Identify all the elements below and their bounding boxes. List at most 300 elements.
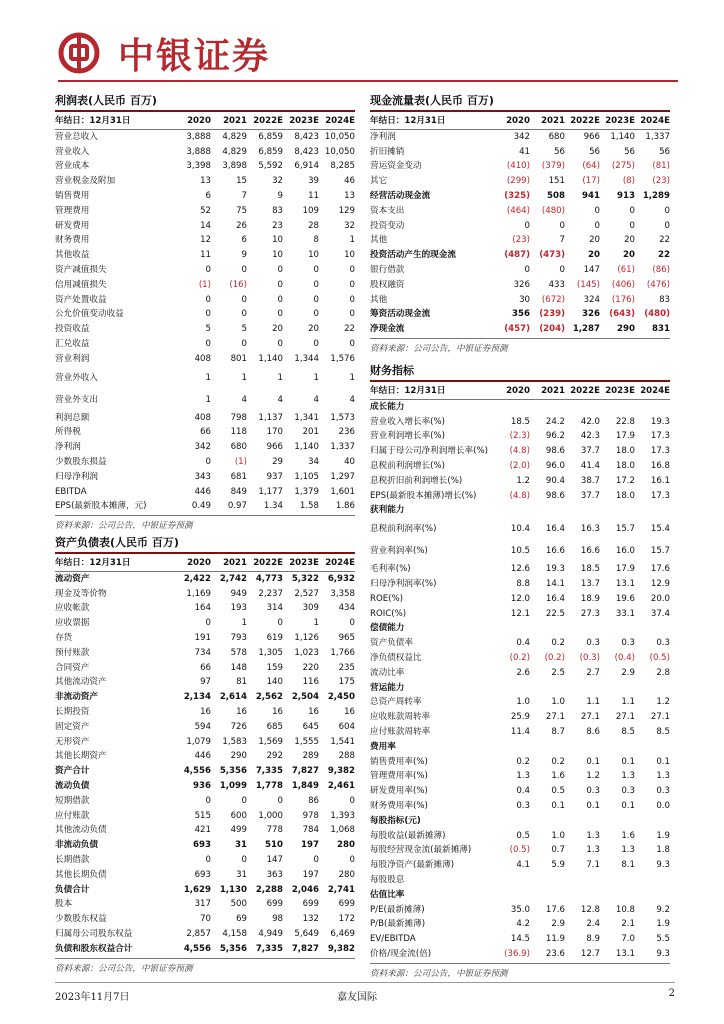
table-cell: 1,079 bbox=[186, 736, 211, 747]
table-cell: 15.4 bbox=[650, 524, 670, 535]
table-cell: 314 bbox=[266, 603, 283, 614]
row-label: 其他长期资产 bbox=[55, 751, 107, 762]
row-label: P/E(最新摊薄) bbox=[370, 904, 425, 915]
row-label: 每股净资产(最新摊薄) bbox=[370, 860, 455, 871]
table-cell: 12.6 bbox=[510, 564, 530, 575]
table-cell: 52 bbox=[200, 205, 211, 216]
table-cell: 1.2 bbox=[516, 475, 530, 486]
table-cell: 109 bbox=[302, 205, 319, 216]
table-cell: 1.0 bbox=[551, 697, 565, 708]
income-table bbox=[55, 114, 355, 514]
table-cell: 0 bbox=[205, 854, 211, 865]
table-row bbox=[55, 389, 355, 411]
table-cell: 0 bbox=[594, 205, 600, 216]
table-cell bbox=[530, 814, 565, 829]
table-row bbox=[55, 571, 355, 586]
table-cell bbox=[565, 873, 600, 888]
table-cell: 12.0 bbox=[510, 593, 530, 604]
table-cell: 1 bbox=[241, 372, 247, 383]
table-cell: 1,289 bbox=[642, 190, 670, 201]
table-cell: 2,741 bbox=[327, 884, 355, 895]
column-header: 2023E bbox=[600, 384, 635, 399]
table-cell: 27.3 bbox=[580, 608, 600, 619]
table-cell: 1,140 bbox=[610, 131, 635, 142]
table-cell: 1,341 bbox=[294, 412, 319, 423]
table-cell: 4 bbox=[241, 394, 247, 405]
table-cell: (2.0) bbox=[509, 460, 530, 471]
row-label: 长期借款 bbox=[55, 854, 90, 865]
table-cell: 9 bbox=[241, 250, 247, 261]
table-cell: 0 bbox=[559, 220, 565, 231]
table-cell: (487) bbox=[504, 250, 530, 261]
table-cell: (672) bbox=[541, 294, 565, 305]
table-cell: 4 bbox=[277, 394, 283, 405]
row-label: 营业利润 bbox=[55, 353, 90, 364]
table-cell: 96.0 bbox=[545, 460, 565, 471]
table-cell: 0 bbox=[349, 309, 355, 320]
table-cell: (81) bbox=[652, 161, 670, 172]
table-row bbox=[55, 587, 355, 602]
table-cell: 793 bbox=[230, 632, 247, 643]
row-label: 银行借款 bbox=[370, 264, 405, 275]
table-cell: 19.3 bbox=[545, 564, 565, 575]
table-cell: 18.0 bbox=[615, 446, 635, 457]
table-cell bbox=[565, 399, 600, 414]
row-label: 投资活动产生的现金流 bbox=[370, 250, 456, 261]
table-cell: 0.1 bbox=[586, 800, 600, 811]
table-cell: 56 bbox=[589, 146, 600, 157]
row-label: 研发费用率(%) bbox=[370, 786, 428, 797]
table-row bbox=[370, 577, 670, 592]
row-label: 管理费用率(%) bbox=[370, 771, 428, 782]
table-cell: 446 bbox=[194, 486, 211, 497]
cashflow-table bbox=[370, 114, 670, 337]
table-row bbox=[370, 174, 670, 189]
table-row bbox=[55, 440, 355, 455]
row-label: 经营活动现金流 bbox=[370, 190, 431, 201]
table-cell: 0.3 bbox=[516, 800, 530, 811]
table-row bbox=[370, 429, 670, 444]
income-statement-section bbox=[55, 92, 355, 531]
table-cell: 66 bbox=[200, 662, 211, 673]
table-row bbox=[370, 621, 670, 636]
row-label: 管理费用 bbox=[55, 205, 90, 216]
table-cell: 10 bbox=[272, 250, 283, 261]
column-header: 2020 bbox=[175, 556, 211, 571]
table-cell: 15 bbox=[236, 176, 247, 187]
table-cell: 1,393 bbox=[330, 810, 355, 821]
column-header: 2021 bbox=[211, 556, 247, 571]
table-row bbox=[55, 883, 355, 898]
column-header: 2023E bbox=[283, 114, 319, 129]
row-label: 长期投资 bbox=[55, 706, 90, 717]
table-cell: 0.4 bbox=[516, 786, 530, 797]
row-label: 每股经营现金流(最新摊薄) bbox=[370, 845, 472, 856]
table-cell: 978 bbox=[302, 810, 319, 821]
table-cell: 22 bbox=[658, 250, 670, 261]
table-row bbox=[55, 145, 355, 160]
table-cell: 20 bbox=[588, 250, 600, 261]
table-cell: 32 bbox=[344, 220, 355, 231]
table-cell: 0 bbox=[205, 618, 211, 629]
table-cell: 12.1 bbox=[510, 608, 530, 619]
table-cell: 0 bbox=[349, 264, 355, 275]
table-cell: 19.6 bbox=[615, 593, 635, 604]
table-cell: 5,356 bbox=[219, 943, 247, 954]
table-cell: 0 bbox=[349, 854, 355, 865]
column-header: 2021 bbox=[530, 384, 565, 399]
table-cell: 197 bbox=[301, 840, 319, 851]
table-row bbox=[55, 764, 355, 779]
row-label: 销售费用 bbox=[55, 190, 90, 201]
column-header: 2022E bbox=[565, 384, 600, 399]
table-cell: 0 bbox=[313, 854, 319, 865]
table-row bbox=[55, 293, 355, 308]
table-row bbox=[370, 489, 670, 504]
table-row bbox=[55, 942, 355, 957]
table-cell: 2,288 bbox=[255, 884, 283, 895]
table-cell: 18.5 bbox=[580, 564, 600, 575]
table-row bbox=[370, 444, 670, 459]
table-cell: 20 bbox=[624, 235, 635, 246]
table-cell: 8.7 bbox=[551, 726, 565, 737]
table-cell: 8.5 bbox=[621, 726, 635, 737]
table-cell: 16.6 bbox=[545, 546, 565, 557]
table-cell: (0.5) bbox=[649, 652, 670, 663]
table-cell: 27.1 bbox=[545, 712, 565, 723]
table-cell: 1.3 bbox=[586, 845, 600, 856]
footer-page-number: 2 bbox=[668, 988, 675, 999]
table-cell: 326 bbox=[513, 279, 530, 290]
table-cell: 1,140 bbox=[258, 353, 283, 364]
table-cell: 164 bbox=[194, 603, 211, 614]
table-cell: 0.3 bbox=[586, 786, 600, 797]
table-cell bbox=[635, 888, 670, 903]
table-cell: 17.3 bbox=[650, 431, 670, 442]
table-cell: 20 bbox=[623, 250, 635, 261]
table-cell: 7,335 bbox=[255, 943, 283, 954]
table-cell bbox=[495, 740, 530, 755]
table-row bbox=[55, 661, 355, 676]
row-label: 净利润 bbox=[55, 442, 81, 453]
table-cell: 16.8 bbox=[650, 460, 670, 471]
table-cell bbox=[495, 681, 530, 696]
table-cell: 2,857 bbox=[186, 928, 211, 939]
table-cell: 343 bbox=[194, 471, 211, 482]
table-row bbox=[370, 189, 670, 204]
table-cell bbox=[530, 873, 565, 888]
table-cell: 3,898 bbox=[222, 161, 247, 172]
table-cell: 408 bbox=[194, 412, 211, 423]
table-cell: (16) bbox=[229, 279, 247, 290]
table-cell: 140 bbox=[266, 677, 283, 688]
table-cell: 29 bbox=[272, 456, 283, 467]
table-cell: 9.3 bbox=[656, 860, 670, 871]
table-cell: (61) bbox=[617, 264, 635, 275]
row-label: 每股股息 bbox=[370, 874, 405, 885]
row-label: 估值比率 bbox=[370, 889, 405, 900]
table-row bbox=[370, 858, 670, 873]
table-cell: 16.6 bbox=[580, 546, 600, 557]
table-cell: 66 bbox=[200, 427, 211, 438]
table-cell: 1,169 bbox=[186, 588, 211, 599]
table-cell: 16.3 bbox=[580, 524, 600, 535]
row-label: 净利润 bbox=[370, 131, 396, 142]
table-cell bbox=[565, 888, 600, 903]
table-cell: 5,649 bbox=[294, 928, 319, 939]
row-label: 其他收益 bbox=[55, 250, 90, 261]
table-cell: 235 bbox=[338, 662, 355, 673]
row-label: P/B(最新摊薄) bbox=[370, 919, 426, 930]
row-label: 资产负债率 bbox=[370, 638, 413, 649]
table-row bbox=[370, 903, 670, 918]
table-row bbox=[55, 823, 355, 838]
table-cell: 193 bbox=[230, 603, 247, 614]
table-cell: 0 bbox=[205, 309, 211, 320]
table-row bbox=[55, 720, 355, 735]
table-cell: (1) bbox=[234, 456, 247, 467]
table-row bbox=[55, 470, 355, 485]
table-cell: 172 bbox=[338, 914, 355, 925]
table-cell: 1.86 bbox=[335, 501, 355, 512]
row-label: 营业成本 bbox=[55, 161, 90, 172]
table-cell: 0.3 bbox=[656, 786, 670, 797]
table-cell: 0.3 bbox=[621, 638, 635, 649]
table-cell: 12.9 bbox=[650, 578, 670, 589]
table-cell: 17.9 bbox=[615, 564, 635, 575]
table-cell: 98.6 bbox=[545, 490, 565, 501]
table-cell: (17) bbox=[582, 176, 600, 187]
table-cell: 20.0 bbox=[650, 593, 670, 604]
table-cell: (464) bbox=[506, 205, 530, 216]
table-cell: 13.1 bbox=[615, 948, 635, 959]
table-cell: 1.1 bbox=[621, 697, 635, 708]
cashflow-section bbox=[370, 92, 670, 354]
column-header: 年结日：12月31日 bbox=[370, 384, 495, 399]
table-row bbox=[370, 695, 670, 710]
row-label: 息税前利润增长(%) bbox=[370, 460, 446, 471]
table-cell: 201 bbox=[302, 427, 319, 438]
table-row bbox=[370, 540, 670, 562]
table-cell: 6 bbox=[205, 190, 211, 201]
table-cell: 10.8 bbox=[615, 904, 635, 915]
table-cell: 24.2 bbox=[545, 416, 565, 427]
table-cell: 508 bbox=[547, 190, 565, 201]
table-cell: 798 bbox=[230, 412, 247, 423]
row-label: EPS(最新股本摊薄，元) bbox=[55, 501, 147, 512]
table-cell: 1 bbox=[349, 372, 355, 383]
table-cell: 17.9 bbox=[615, 431, 635, 442]
column-header: 2023E bbox=[600, 114, 635, 129]
table-cell bbox=[635, 740, 670, 755]
table-cell bbox=[530, 740, 565, 755]
table-row bbox=[55, 631, 355, 646]
table-cell: 2,562 bbox=[255, 692, 283, 703]
table-cell: 1.3 bbox=[516, 771, 530, 782]
table-cell: 7 bbox=[241, 190, 247, 201]
table-cell: 578 bbox=[230, 647, 247, 658]
table-cell: 1,297 bbox=[330, 471, 355, 482]
table-cell: 0.1 bbox=[656, 756, 670, 767]
table-cell: 1,344 bbox=[294, 353, 319, 364]
table-cell: 41 bbox=[519, 146, 530, 157]
table-cell: 0.49 bbox=[191, 501, 211, 512]
row-label: 现金及等价物 bbox=[55, 588, 107, 599]
row-label: 其他 bbox=[370, 294, 388, 305]
table-row bbox=[370, 932, 670, 947]
table-cell: 10 bbox=[344, 250, 355, 261]
table-cell: 10,050 bbox=[324, 131, 355, 142]
table-row bbox=[370, 681, 670, 696]
table-row bbox=[55, 263, 355, 278]
table-cell: 18.0 bbox=[615, 490, 635, 501]
row-label: 应付账款 bbox=[55, 810, 90, 821]
table-cell: 27.1 bbox=[615, 712, 635, 723]
table-cell bbox=[565, 681, 600, 696]
table-cell bbox=[495, 873, 530, 888]
row-label: 利润总额 bbox=[55, 412, 90, 423]
table-cell: 22.5 bbox=[545, 608, 565, 619]
table-cell: 1.3 bbox=[621, 771, 635, 782]
table-cell: 6,914 bbox=[294, 161, 319, 172]
table-cell: 6,932 bbox=[327, 573, 355, 584]
table-cell: 6,469 bbox=[330, 928, 355, 939]
table-row bbox=[55, 248, 355, 263]
income-title: 利润表(人民币 百万) bbox=[55, 92, 355, 112]
table-cell: 5 bbox=[205, 324, 211, 335]
table-cell: 0 bbox=[524, 220, 530, 231]
table-cell: (643) bbox=[609, 309, 635, 320]
table-cell: 0 bbox=[241, 264, 247, 275]
column-header: 年结日：12月31日 bbox=[55, 556, 175, 571]
table-cell: 0.2 bbox=[551, 638, 565, 649]
table-cell: 17.3 bbox=[650, 446, 670, 457]
table-cell: 27.1 bbox=[580, 712, 600, 723]
table-cell: 1 bbox=[241, 618, 247, 629]
table-cell: (239) bbox=[539, 309, 565, 320]
table-cell bbox=[495, 399, 530, 414]
table-cell: (8) bbox=[622, 176, 635, 187]
table-cell: 1 bbox=[349, 235, 355, 246]
table-cell: 0 bbox=[629, 205, 635, 216]
table-cell: 0 bbox=[205, 264, 211, 275]
table-cell: (299) bbox=[506, 176, 530, 187]
table-row bbox=[55, 912, 355, 927]
row-label: 其他流动资产 bbox=[55, 677, 107, 688]
table-cell: 0 bbox=[205, 795, 211, 806]
table-cell: 1.2 bbox=[586, 771, 600, 782]
table-cell: 37.7 bbox=[580, 490, 600, 501]
table-cell: 197 bbox=[302, 869, 319, 880]
table-cell: 0.1 bbox=[621, 756, 635, 767]
table-cell: 594 bbox=[194, 721, 211, 732]
table-cell: 1,337 bbox=[330, 442, 355, 453]
row-label: 偿债能力 bbox=[370, 623, 405, 634]
row-label: 费用率 bbox=[370, 741, 396, 752]
table-cell: (145) bbox=[576, 279, 600, 290]
table-cell: 1,000 bbox=[258, 810, 283, 821]
table-cell: 778 bbox=[266, 825, 283, 836]
table-cell: 1.6 bbox=[551, 771, 565, 782]
row-label: 信用减值损失 bbox=[55, 279, 107, 290]
row-label: ROE(%) bbox=[370, 593, 404, 604]
table-row bbox=[370, 888, 670, 903]
table-cell: 1.58 bbox=[299, 501, 319, 512]
table-cell: 0.1 bbox=[586, 756, 600, 767]
table-cell: (64) bbox=[582, 161, 600, 172]
table-cell: (0.5) bbox=[509, 845, 530, 856]
table-row bbox=[370, 666, 670, 681]
table-cell: 14.5 bbox=[510, 934, 530, 945]
table-cell: 1,126 bbox=[294, 632, 319, 643]
bank-of-china-logo-icon bbox=[58, 32, 100, 74]
table-row bbox=[55, 425, 355, 440]
table-cell: 966 bbox=[266, 442, 283, 453]
table-row bbox=[55, 897, 355, 912]
table-row bbox=[370, 415, 670, 430]
table-cell: 9.2 bbox=[656, 904, 670, 915]
table-cell bbox=[530, 681, 565, 696]
row-label: 负债和股东权益合计 bbox=[55, 943, 133, 954]
table-cell: 12 bbox=[200, 235, 211, 246]
table-cell: 30 bbox=[519, 294, 530, 305]
table-cell: 12.7 bbox=[580, 948, 600, 959]
table-cell: 0 bbox=[664, 220, 670, 231]
table-row bbox=[55, 233, 355, 248]
table-cell: 1,099 bbox=[219, 780, 247, 791]
table-cell: 6 bbox=[241, 235, 247, 246]
table-cell: 9.3 bbox=[656, 948, 670, 959]
row-label: 营业税金及附加 bbox=[55, 176, 116, 187]
table-cell: 6,859 bbox=[258, 146, 283, 157]
table-cell: 0.3 bbox=[586, 638, 600, 649]
footer-date: 2023年11月7日 bbox=[55, 992, 130, 1003]
table-cell: 4,158 bbox=[222, 928, 247, 939]
table-row bbox=[370, 322, 670, 337]
table-cell: 42.0 bbox=[580, 416, 600, 427]
row-label: 获利能力 bbox=[370, 505, 405, 516]
table-cell: 0.1 bbox=[621, 800, 635, 811]
table-cell: 25.9 bbox=[510, 712, 530, 723]
column-header: 2024E bbox=[635, 114, 670, 129]
table-cell: 0 bbox=[629, 220, 635, 231]
table-cell: 10.4 bbox=[510, 524, 530, 535]
row-label: 归属母公司股东权益 bbox=[55, 928, 133, 939]
table-cell: (2.3) bbox=[509, 431, 530, 442]
table-cell: 2.8 bbox=[656, 667, 670, 678]
table-cell: 2.9 bbox=[621, 667, 635, 678]
table-cell: 4.2 bbox=[516, 919, 530, 930]
table-row bbox=[55, 129, 355, 144]
table-cell: 0.1 bbox=[551, 800, 565, 811]
table-cell: 2,046 bbox=[291, 884, 319, 895]
table-cell: 40 bbox=[344, 456, 355, 467]
table-cell: 434 bbox=[338, 603, 355, 614]
table-cell: 22 bbox=[344, 324, 355, 335]
table-cell bbox=[600, 399, 635, 414]
table-cell: 941 bbox=[582, 190, 600, 201]
row-label: 营运资金变动 bbox=[370, 161, 422, 172]
table-cell: (23) bbox=[652, 176, 670, 187]
table-cell: 9,382 bbox=[327, 943, 355, 954]
table-cell: 0.97 bbox=[227, 501, 247, 512]
table-cell: (473) bbox=[539, 250, 565, 261]
table-cell: 5,322 bbox=[291, 573, 319, 584]
table-cell bbox=[565, 814, 600, 829]
table-cell: 17.2 bbox=[615, 475, 635, 486]
table-cell: 0 bbox=[205, 294, 211, 305]
table-cell bbox=[600, 740, 635, 755]
